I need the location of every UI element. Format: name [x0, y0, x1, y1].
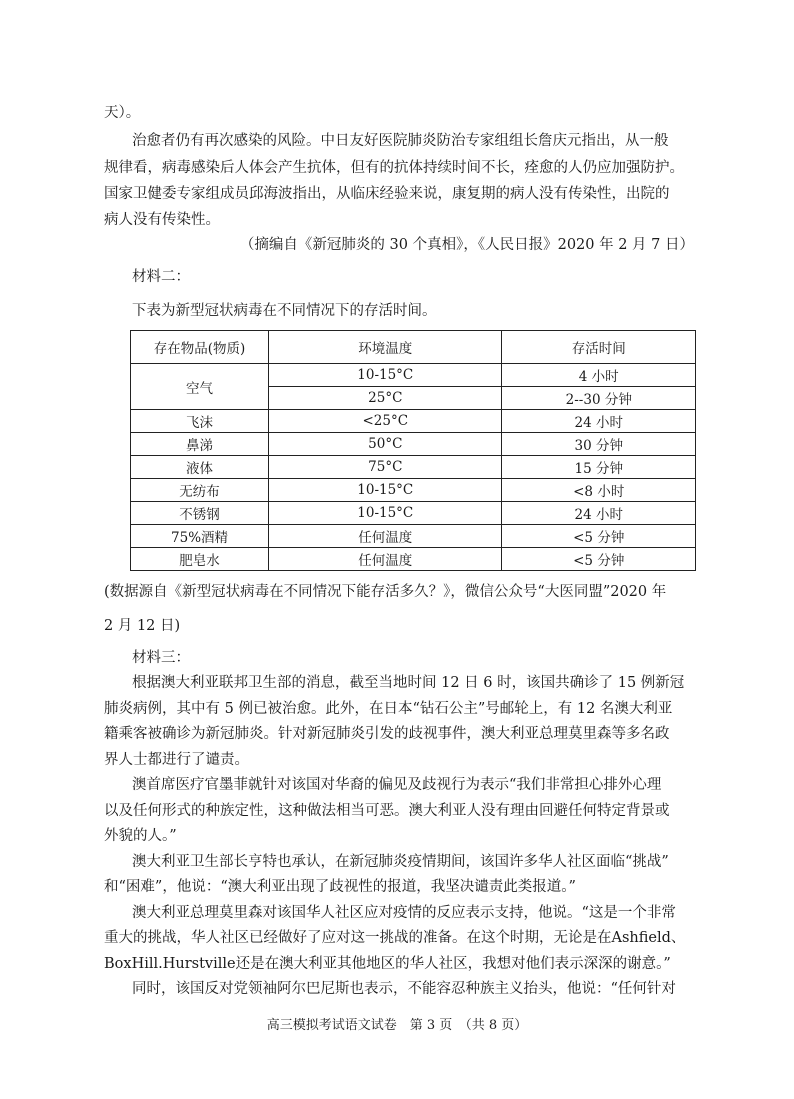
survival-time-table: [130, 330, 696, 571]
text-line: 治愈者仍有再次感染的风险。中日友好医院肺炎防治专家组组长詹庆元指出，从一般: [132, 133, 669, 149]
section-heading: 材料二：: [132, 269, 190, 285]
text-line: 肺炎病例，其中有 5 例已被治愈。此外，在日本“钻石公主”号邮轮上，有 12 名澳大利亚: [104, 701, 673, 717]
table-header-cell: 环境温度: [269, 331, 502, 364]
text-line: 天）。: [104, 105, 141, 121]
text-line: 和“困难”，他说：“澳大利亚出现了歧视性的报道，我坚决谴责此类报道。”: [104, 879, 576, 895]
text-line: 外貌的人。”: [104, 828, 177, 844]
source-citation: 2 月 12 日): [104, 618, 181, 634]
table-row: [131, 502, 696, 525]
text-line: 澳大利亚卫生部长亨特也承认，在新冠肺炎疫情期间，该国许多华人社区面临“挑战”: [132, 854, 669, 870]
table-header-cell: 存在物品(物质): [131, 331, 269, 364]
text-line: 病人没有传染性。: [104, 212, 220, 228]
text-line: 重大的挑战，华人社区已经做好了应对这一挑战的准备。在这个时期，无论是在Ashfield、: [104, 930, 686, 946]
text-line: 以及任何形式的种族定性，这种做法相当可恶。澳大利亚人没有理由回避任何特定背景或: [104, 803, 670, 819]
table-row: [131, 525, 696, 548]
table-cell: <8 小时: [502, 479, 696, 502]
table-cell: 空气: [131, 364, 269, 410]
table-cell: 飞沫: [131, 410, 269, 433]
page-footer: 高三模拟考试语文试卷 第 3 页 （共 8 页）: [266, 1018, 528, 1033]
table-cell: 10-15°C: [269, 364, 502, 387]
table-cell: 25°C: [269, 387, 502, 410]
table-row: [131, 456, 696, 479]
table-header-cell: 存活时间: [502, 331, 696, 364]
text-line: 规律看，病毒感染后人体会产生抗体，但有的抗体持续时间不长，痊愈的人仍应加强防护。: [104, 160, 684, 176]
text-line: BoxHill.Hurstville还是在澳大利亚其他地区的华人社区，我想对他们表示深深的谢意。”: [104, 956, 671, 972]
table-row: [131, 364, 696, 387]
table-cell: <5 分钟: [502, 548, 696, 571]
table-cell: 肥皂水: [131, 548, 269, 571]
text-line: 澳大利亚总理莫里森对该国华人社区应对疫情的反应表示支持，他说。“这是一个非常: [132, 905, 676, 921]
table-cell: 15 分钟: [502, 456, 696, 479]
source-citation: （摘编自《新冠肺炎的 30 个真相》，《人民日报》2020 年 2 月 7 日）: [239, 237, 694, 253]
text-line: 籍乘客被确诊为新冠肺炎。针对新冠肺炎引发的歧视事件，澳大利亚总理莫里森等多名政: [104, 726, 670, 742]
table-cell: 30 分钟: [502, 433, 696, 456]
table-cell: 50°C: [269, 433, 502, 456]
section-heading: 材料三：: [132, 650, 190, 666]
table-cell: <25°C: [269, 410, 502, 433]
text-line: 国家卫健委专家组成员邱海波指出，从临床经验来说，康复期的病人没有传染性，出院的: [104, 186, 670, 202]
table-cell: 24 小时: [502, 410, 696, 433]
table-row: [131, 433, 696, 456]
table-row: [131, 479, 696, 502]
table-cell: 任何温度: [269, 525, 502, 548]
text-line: 界人士都进行了谴责。: [104, 752, 249, 768]
table-cell: 液体: [131, 456, 269, 479]
table-header-row: [131, 331, 696, 364]
table-cell: 10-15°C: [269, 479, 502, 502]
table-cell: 24 小时: [502, 502, 696, 525]
text-line: 根据澳大利亚联邦卫生部的消息，截至当地时间 12 日 6 时，该国共确诊了 15 例新冠: [132, 675, 685, 691]
source-citation: (数据源自《新型冠状病毒在不同情况下能存活多久？》，微信公众号“大医同盟”2020 年: [104, 584, 667, 600]
table-cell: 2--30 分钟: [502, 387, 696, 410]
table-caption: 下表为新型冠状病毒在不同情况下的存活时间。: [132, 303, 437, 319]
text-line: 同时，该国反对党领袖阿尔巴尼斯也表示，不能容忍种族主义抬头，他说：“任何针对: [132, 981, 676, 997]
table-cell: 不锈钢: [131, 502, 269, 525]
table-cell: 75%酒精: [131, 525, 269, 548]
table-cell: 75°C: [269, 456, 502, 479]
table-cell: <5 分钟: [502, 525, 696, 548]
table-cell: 4 小时: [502, 364, 696, 387]
table-cell: 无纺布: [131, 479, 269, 502]
table-cell: 10-15°C: [269, 502, 502, 525]
text-line: 澳首席医疗官墨菲就针对该国对华裔的偏见及歧视行为表示“我们非常担心排外心理: [132, 777, 662, 793]
table-cell: 鼻涕: [131, 433, 269, 456]
table-cell: 任何温度: [269, 548, 502, 571]
table-row: [131, 410, 696, 433]
table-row: [131, 548, 696, 571]
